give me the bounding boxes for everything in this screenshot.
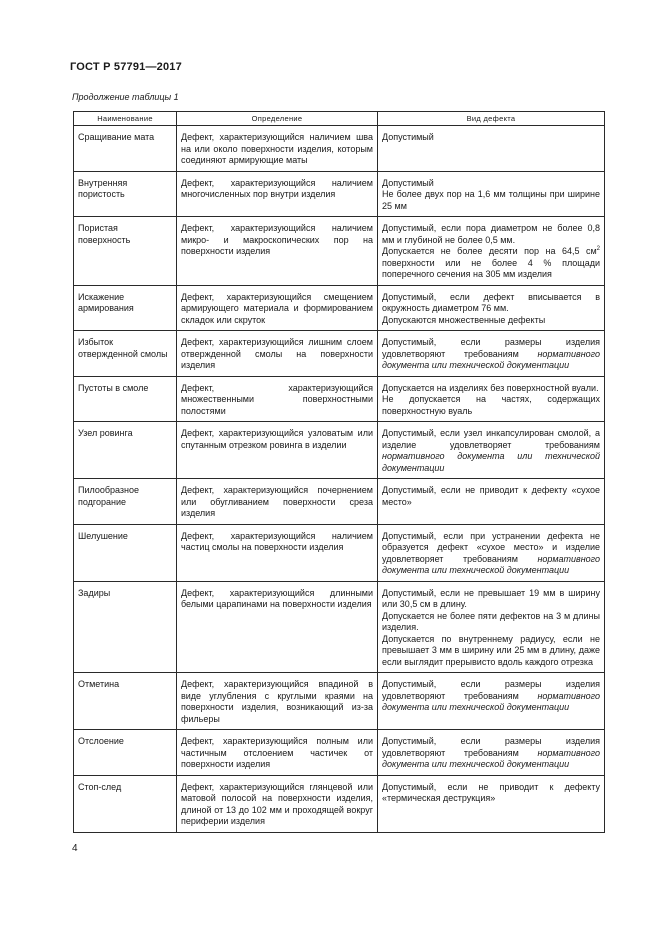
defect-type-paragraph bbox=[382, 292, 600, 315]
column-header-definition: Определение bbox=[177, 112, 378, 126]
cell-definition: Дефект, характеризующийся почернением или обугливанием поверхности среза изделия bbox=[177, 479, 378, 525]
defect-type-text: Допустимый bbox=[382, 177, 434, 188]
cell-defect-name: Пористая поверхность bbox=[74, 217, 177, 286]
defect-type-text: Допускается на изделиях без поверхностной вуали. bbox=[382, 382, 599, 393]
table-row bbox=[74, 376, 605, 422]
table-row bbox=[74, 171, 605, 217]
table-body bbox=[74, 126, 605, 833]
cell-definition: Дефект, характеризующийся глянцевой или матовой полосой на поверхности изделия, длиной от 13 до 102 мм и проходящей вокруг периферии изделия bbox=[177, 775, 378, 832]
cell-defect-name: Пустоты в смоле bbox=[74, 376, 177, 422]
cell-defect-type bbox=[378, 581, 605, 673]
cell-definition: Дефект, характеризующийся смещением армирующего материала и формированием складок или скруток bbox=[177, 285, 378, 331]
defect-type-text: Допустимый, если не превышает 19 мм в ширину или 30,5 см в длину. bbox=[382, 587, 600, 609]
cell-defect-type bbox=[378, 285, 605, 331]
document-header: ГОСТ Р 57791—2017 bbox=[70, 61, 182, 73]
defect-type-text: Допустимый, если размеры изделия удовлетворяют требованиям bbox=[382, 736, 600, 758]
cell-definition: Дефект, характеризующийся наличием шва на или около поверхности изделия, которым соединяют армирующие маты bbox=[177, 126, 378, 172]
defect-type-text: Допустимый, если размеры изделия удовлетворяют требованиям bbox=[382, 679, 600, 701]
cell-defect-name: Узел ровинга bbox=[74, 422, 177, 479]
cell-defect-name: Отметина bbox=[74, 673, 177, 730]
superscript: 2 bbox=[596, 246, 600, 252]
table-row bbox=[74, 673, 605, 730]
defects-table bbox=[73, 111, 605, 833]
cell-defect-type bbox=[378, 775, 605, 832]
table-row bbox=[74, 422, 605, 479]
normative-reference-text: нормативного документа или технической документации bbox=[382, 690, 600, 712]
defect-type-paragraph bbox=[382, 428, 600, 474]
defect-type-paragraph bbox=[382, 132, 600, 144]
cell-defect-type bbox=[378, 126, 605, 172]
cell-defect-type bbox=[378, 730, 605, 776]
table-row bbox=[74, 479, 605, 525]
cell-defect-type bbox=[378, 673, 605, 730]
defect-type-paragraph bbox=[382, 531, 600, 577]
cell-definition: Дефект, характеризующийся длинными белыми царапинами на поверхности изделия bbox=[177, 581, 378, 673]
cell-defect-type bbox=[378, 376, 605, 422]
defect-type-text: Допустимый, если размеры изделия удовлетворяют требованиям bbox=[382, 337, 600, 359]
table-header-row bbox=[74, 112, 605, 126]
table-row bbox=[74, 730, 605, 776]
defect-type-paragraph bbox=[382, 679, 600, 714]
column-header-name: Наименование bbox=[74, 112, 177, 126]
defect-type-text: Допускается по внутреннему радиусу, если не превышает 3 мм в ширину или 25 мм в длину, даже если выглядит прерывисто вдоль каждого отрезка bbox=[382, 633, 600, 667]
defect-type-paragraph bbox=[382, 736, 600, 771]
normative-reference-text: нормативного документа или технической документации bbox=[382, 747, 600, 769]
defect-type-text: Не допускается на частях, содержащих поверхностную вуаль bbox=[382, 394, 600, 416]
defect-type-paragraph bbox=[382, 246, 600, 281]
defect-type-text: Допустимый, если не приводит к дефекту «термическая деструкция» bbox=[382, 781, 600, 803]
table-row bbox=[74, 331, 605, 377]
defect-type-text: Допустимый, если не приводит к дефекту «сухое место» bbox=[382, 485, 600, 507]
defect-type-text: Допустимый bbox=[382, 132, 434, 142]
defect-type-paragraph bbox=[382, 337, 600, 372]
cell-defect-type bbox=[378, 479, 605, 525]
normative-reference-text: нормативного документа или технической документации bbox=[382, 348, 600, 370]
defect-type-text: поверхности или не более 4 % площади поперечного сечения на 305 мм изделия bbox=[382, 257, 600, 279]
cell-defect-name: Избыток отвержденной смолы bbox=[74, 331, 177, 377]
defect-type-paragraph bbox=[382, 782, 600, 805]
table-row bbox=[74, 285, 605, 331]
table-row bbox=[74, 581, 605, 673]
cell-definition: Дефект, характеризующийся узловатым или спутанным отрезком ровинга в изделии bbox=[177, 422, 378, 479]
cell-defect-name: Отслоение bbox=[74, 730, 177, 776]
table-row bbox=[74, 217, 605, 286]
cell-defect-name: Задиры bbox=[74, 581, 177, 673]
defect-type-text: Допустимый, если узел инкапсулирован смолой, а изделие удовлетворяет требованиям bbox=[382, 428, 600, 450]
table-row bbox=[74, 775, 605, 832]
defect-type-text: Допустимый, если дефект вписывается в окружность диаметром 76 мм. bbox=[382, 291, 600, 313]
cell-defect-name: Искажение армирования bbox=[74, 285, 177, 331]
defect-type-paragraph bbox=[382, 315, 600, 327]
cell-definition: Дефект, характеризующийся полным или частичным отслоением частичек от поверхности изделия bbox=[177, 730, 378, 776]
defect-type-paragraph bbox=[382, 485, 600, 508]
cell-defect-name: Шелушение bbox=[74, 524, 177, 581]
cell-definition: Дефект, характеризующийся наличием микро- и макроскопических пор на поверхности изделия bbox=[177, 217, 378, 286]
cell-defect-name: Сращивание мата bbox=[74, 126, 177, 172]
table-row bbox=[74, 126, 605, 172]
defect-type-text: Допускается не более пяти дефектов на 3 м длины изделия. bbox=[382, 610, 600, 632]
cell-definition: Дефект, характеризующийся впадиной в виде углубления с круглыми краями на поверхности изделия, возникающий из-за фильеры bbox=[177, 673, 378, 730]
defect-type-paragraph bbox=[382, 178, 600, 190]
cell-defect-type bbox=[378, 524, 605, 581]
defect-type-paragraph bbox=[382, 394, 600, 417]
normative-reference-text: нормативного документа или технической документации bbox=[382, 451, 600, 473]
defect-type-paragraph bbox=[382, 189, 600, 212]
defect-type-text: Допустимый, если при устранении дефекта не образуется дефект «сухое место» и изделие удовлетворяет требованиям bbox=[382, 530, 600, 564]
cell-definition: Дефект, характеризующийся наличием частиц смолы на поверхности изделия bbox=[177, 524, 378, 581]
cell-defect-type bbox=[378, 171, 605, 217]
cell-definition: Дефект, характеризующийся лишним слоем отвержденной смолы на поверхности изделия bbox=[177, 331, 378, 377]
defect-type-text: Не более двух пор на 1,6 мм толщины при ширине 25 мм bbox=[382, 189, 600, 211]
table-row bbox=[74, 524, 605, 581]
cell-defect-type bbox=[378, 422, 605, 479]
defect-type-paragraph bbox=[382, 223, 600, 246]
column-header-defect-type: Вид дефекта bbox=[378, 112, 605, 126]
cell-definition: Дефект, характеризующийся множественными поверхностными полостями bbox=[177, 376, 378, 422]
defect-type-paragraph bbox=[382, 588, 600, 611]
defect-type-text: Допустимый, если пора диаметром не более 0,8 мм и глубиной не более 0,5 мм. bbox=[382, 223, 600, 245]
defect-type-paragraph bbox=[382, 611, 600, 634]
normative-reference-text: нормативного документа или технической документации bbox=[382, 553, 600, 575]
cell-defect-type bbox=[378, 217, 605, 286]
cell-defect-name: Стоп-след bbox=[74, 775, 177, 832]
defect-type-paragraph bbox=[382, 383, 600, 395]
defect-type-text: Допускается не более десяти пор на 64,5 см bbox=[382, 246, 597, 256]
cell-defect-name: Внутренняя пористость bbox=[74, 171, 177, 217]
cell-defect-type bbox=[378, 331, 605, 377]
defect-type-text: Допускаются множественные дефекты bbox=[382, 314, 546, 325]
cell-definition: Дефект, характеризующийся наличием многочисленных пор внутри изделия bbox=[177, 171, 378, 217]
page-number: 4 bbox=[72, 843, 78, 854]
table-caption: Продолжение таблицы 1 bbox=[72, 92, 179, 102]
defect-type-paragraph bbox=[382, 634, 600, 669]
cell-defect-name: Пилообразное подгорание bbox=[74, 479, 177, 525]
